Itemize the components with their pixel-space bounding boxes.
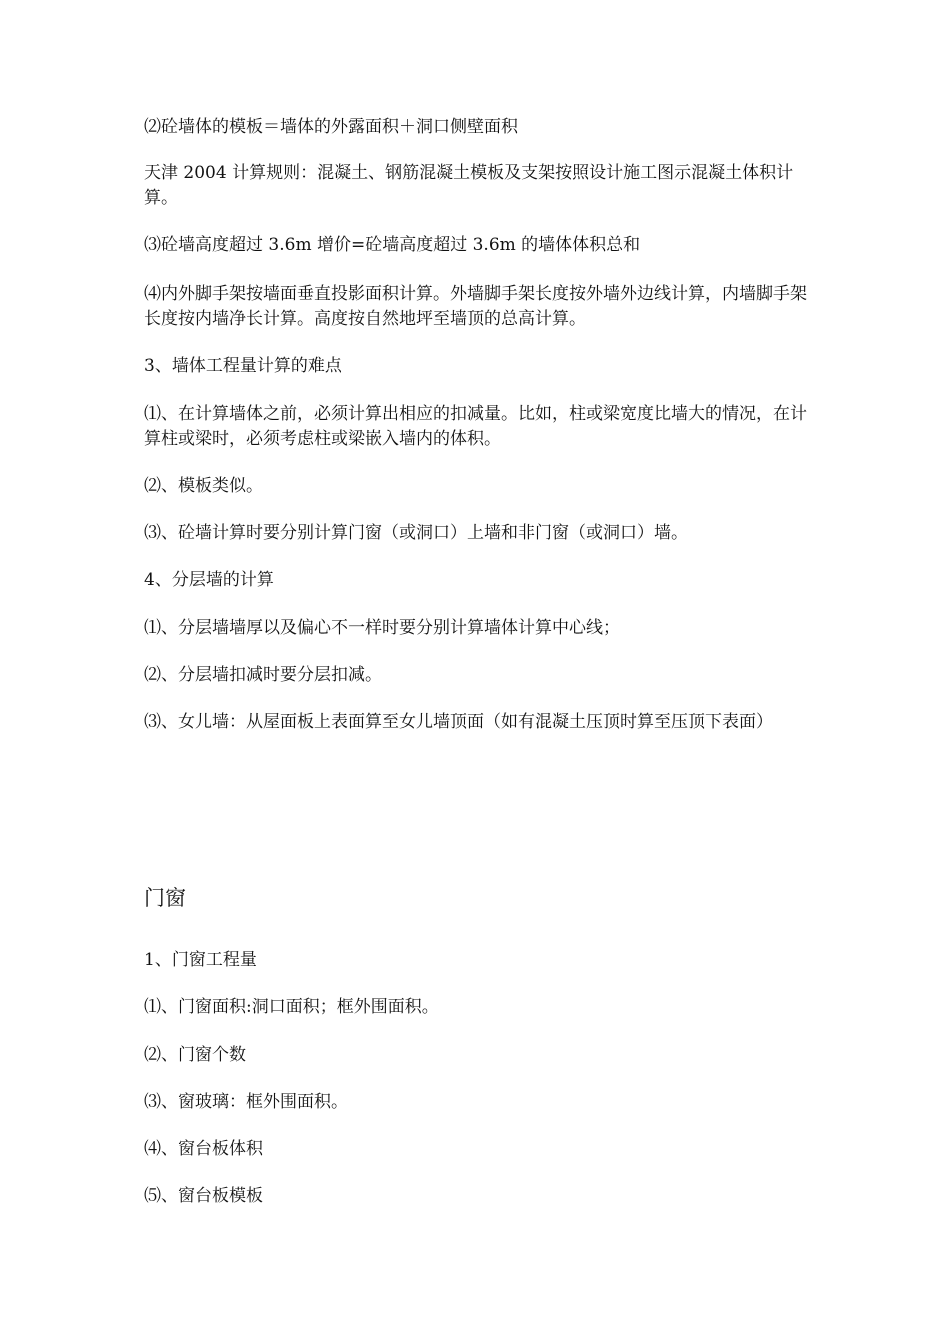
subheading-difficulties: 3、墙体工程量计算的难点 (144, 356, 342, 376)
paragraph-scaffolding: ⑷内外脚手架按墙面垂直投影面积计算。外墙脚手架长度按外墙外边线计算，内墙脚手架长度按内墙净长计算。高度按自然地坪至墙顶的总高计算。 (144, 284, 807, 329)
list-item: 1、门窗工程量 (144, 950, 257, 970)
paragraph-parapet: ⑶、女儿墙：从屋面板上表面算至女儿墙顶面（如有混凝土压顶时算至压顶下表面） (144, 712, 773, 732)
paragraph-tianjin-rule: 天津 2004 计算规则：混凝土、钢筋混凝土模板及支架按照设计施工图示混凝土体积计算。 (144, 163, 794, 208)
list-item: ⑶、窗玻璃：框外围面积。 (144, 1092, 348, 1112)
list-item: ⑵、门窗个数 (144, 1045, 246, 1065)
paragraph-concrete-wall: ⑶、砼墙计算时要分别计算门窗（或洞口）上墙和非门窗（或洞口）墙。 (144, 523, 688, 543)
list-item: ⑴、门窗面积:洞口面积；框外围面积。 (144, 997, 439, 1017)
list-item: ⑸、窗台板模板 (144, 1186, 263, 1206)
paragraph-wall-formwork: ⑵砼墙体的模板＝墙体的外露面积＋洞口侧壁面积 (144, 117, 518, 137)
paragraph-formwork-similar: ⑵、模板类似。 (144, 476, 263, 496)
paragraph-layered-deduction: ⑵、分层墙扣减时要分层扣减。 (144, 665, 382, 685)
list-item: ⑷、窗台板体积 (144, 1139, 263, 1159)
section-title-doors-windows: 门窗 (144, 886, 186, 910)
subheading-layered-wall: 4、分层墙的计算 (144, 570, 274, 590)
paragraph-height-surcharge: ⑶砼墙高度超过 3.6m 增价=砼墙高度超过 3.6m 的墙体体积总和 (144, 235, 641, 255)
paragraph-deduction: ⑴、在计算墙体之前，必须计算出相应的扣减量。比如，柱或梁宽度比墙大的情况，在计算柱或梁时，必须考虑柱或梁嵌入墙内的体积。 (144, 404, 807, 449)
paragraph-layered-thickness: ⑴、分层墙墙厚以及偏心不一样时要分别计算墙体计算中心线； (144, 618, 620, 638)
